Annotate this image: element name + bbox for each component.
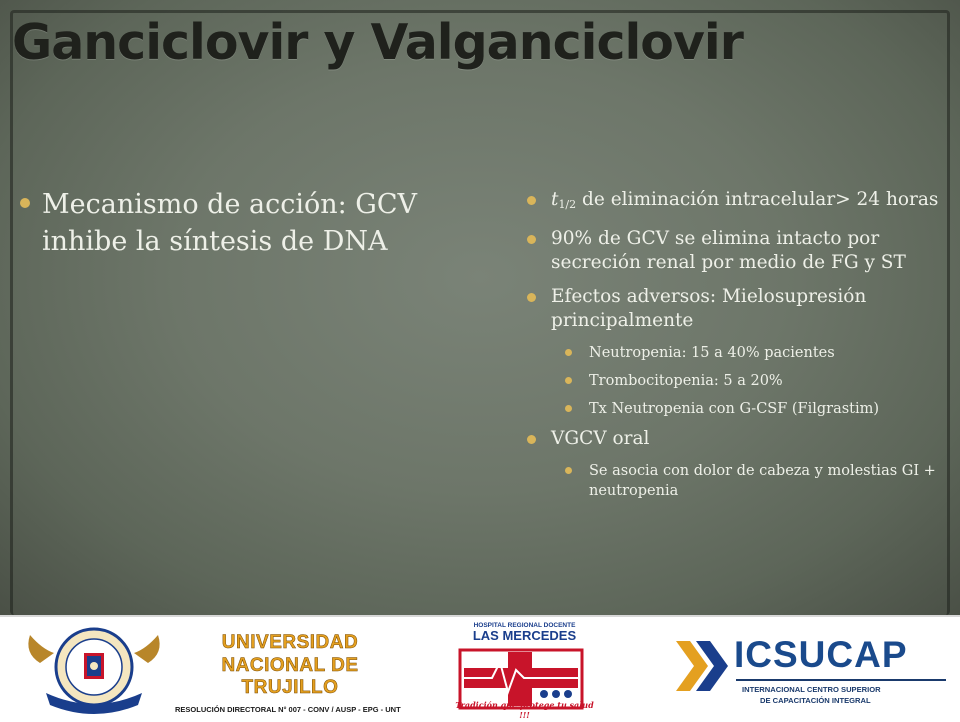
- sub-list-item: [527, 461, 957, 501]
- bullet-icon: [565, 349, 572, 356]
- sub-list-item: [527, 399, 957, 419]
- list-item: [527, 227, 957, 275]
- bullet-icon: [20, 198, 30, 208]
- bullet-icon: [565, 467, 572, 474]
- hospital-logo: [452, 622, 597, 720]
- chevron-right-icon: [676, 641, 732, 691]
- bullet-icon: [527, 235, 536, 244]
- left-column: [20, 186, 450, 260]
- list-item: [527, 285, 957, 333]
- divider: [736, 679, 946, 681]
- unt-title-line1: UNIVERSIDAD: [221, 632, 359, 653]
- bullet-icon: [527, 435, 536, 444]
- unt-resolution: RESOLUCIÓN DIRECTORAL N° 007 - CONV / AUSP - EPG - UNT: [175, 705, 401, 714]
- right-column: [527, 188, 957, 509]
- sub-list-item: [527, 343, 957, 363]
- half-life-symbol: t: [551, 189, 559, 210]
- icsucap-subtitle-line1: INTERNACIONAL CENTRO SUPERIOR: [742, 685, 881, 694]
- bullet-icon: [565, 377, 572, 384]
- vgcv-text: VGCV oral: [551, 428, 650, 449]
- unt-name-block: [175, 632, 405, 714]
- half-life-text: de eliminación intracelular> 24 horas: [576, 189, 939, 210]
- sub-list-item: [527, 371, 957, 391]
- bullet-icon: [565, 405, 572, 412]
- list-item: [527, 427, 957, 451]
- vgcv-effects-text: Se asocia con dolor de cabeza y molestias GI + neutropenia: [589, 463, 936, 499]
- elimination-text: 90% de GCV se elimina intacto por secreción renal por medio de FG y ST: [551, 228, 906, 273]
- half-life-subscript: 1/2: [558, 198, 577, 211]
- mechanism-text: Mecanismo de acción: GCV inhibe la síntesis de DNA: [42, 189, 418, 257]
- thrombocytopenia-text: Trombocitopenia: 5 a 20%: [589, 373, 783, 389]
- icsucap-subtitle-line2: DE CAPACITACIÓN INTEGRAL: [760, 696, 871, 705]
- icsucap-name: ICSUCAP: [734, 634, 908, 675]
- icsucap-logo: [676, 635, 950, 715]
- list-item: [20, 186, 450, 260]
- bullet-icon: [527, 196, 536, 205]
- neutropenia-text: Neutropenia: 15 a 40% pacientes: [589, 345, 835, 361]
- footer-logos: [0, 615, 960, 722]
- unt-title-line2: NACIONAL DE TRUJILLO: [221, 655, 359, 698]
- bullet-icon: [527, 293, 536, 302]
- hospital-title-line2: LAS MERCEDES: [472, 628, 577, 643]
- adverse-effects-text: Efectos adversos: Mielosupresión principalmente: [551, 286, 867, 331]
- list-item: [527, 188, 957, 217]
- slide-title: Ganciclovir y Valganciclovir: [12, 14, 743, 71]
- hospital-tagline: Tradición que protege tu salud !!!: [455, 700, 594, 720]
- treatment-text: Tx Neutropenia con G-CSF (Filgrastim): [589, 401, 880, 417]
- hospital-title-line1: HOSPITAL REGIONAL DOCENTE: [473, 622, 576, 629]
- unt-seal-logo: [20, 623, 168, 715]
